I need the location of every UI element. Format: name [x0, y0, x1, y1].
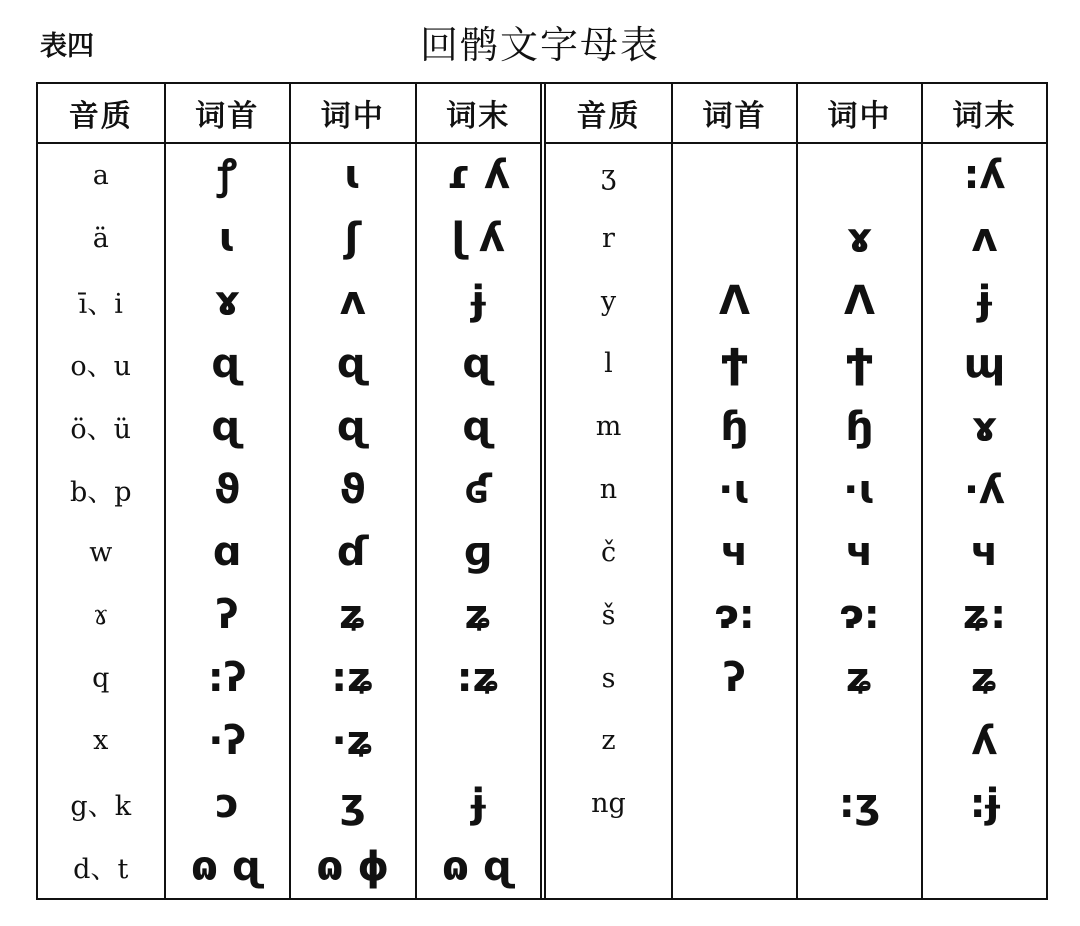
right-row-10-final-glyph: [921, 772, 1046, 835]
left-row-11-medial-glyph: [289, 835, 415, 898]
left-row-1-sound: ä: [92, 222, 109, 254]
uyghur-letter-glyph: ɋ: [336, 340, 369, 387]
right-row-10-initial-glyph: [671, 772, 796, 835]
right-row-3-final-glyph: [921, 332, 1046, 395]
right-row-9-final-glyph: [921, 709, 1046, 772]
uyghur-letter-glyph: ʑ: [464, 592, 492, 639]
uyghur-letter-glyph: ɭ ʎ: [451, 215, 506, 262]
right-row-6-medial-glyph: [796, 521, 921, 584]
uyghur-letter-glyph: :ʒ: [838, 780, 881, 827]
right-row-6-final-glyph: [921, 521, 1046, 584]
uyghur-letter-glyph: :ɉ: [969, 780, 1000, 827]
right-row-5-medial-glyph: [796, 458, 921, 521]
right-row-4-initial-glyph: [671, 395, 796, 458]
column-header-sound: 音质: [38, 84, 164, 144]
uyghur-letter-glyph: ʒ: [339, 780, 366, 827]
left-row-9-medial-glyph: [289, 709, 415, 772]
uyghur-letter-glyph: ʎ: [971, 717, 998, 764]
left-row-5-sound: b、p: [69, 477, 132, 509]
uyghur-letter-glyph: ʑ: [970, 655, 999, 702]
left-row-2-final-glyph: [415, 270, 541, 333]
uyghur-letter-glyph: Ʌ: [719, 278, 750, 325]
left-row-4-initial-glyph: [164, 395, 290, 458]
right-row-6-sound: č: [600, 536, 617, 568]
right-row-1-medial-glyph: [796, 207, 921, 270]
uyghur-letter-glyph: ɾ ʎ: [446, 152, 511, 199]
right-row-10-sound: ng: [591, 788, 626, 820]
left-row-0-medial-glyph: [289, 144, 415, 207]
left-row-1-medial-glyph: [289, 207, 415, 270]
uyghur-letter-glyph: ϑ: [214, 466, 241, 513]
uyghur-letter-glyph: ч: [970, 529, 999, 576]
uyghur-letter-glyph: ·ʎ: [963, 466, 1006, 513]
uyghur-letter-glyph: ·ɩ: [718, 466, 751, 513]
uyghur-letter-glyph: ʔ: [723, 655, 746, 702]
uyghur-letter-glyph: ɔ: [215, 780, 240, 827]
uyghur-letter-glyph: Ʌ: [844, 278, 875, 325]
page-title: 回鹘文字母表: [419, 23, 660, 67]
uyghur-letter-glyph: ʑ: [339, 592, 367, 639]
table-left-half: [38, 84, 540, 898]
uyghur-letter-glyph: ɷ ɋ: [441, 843, 515, 890]
left-row-10-final-glyph: [415, 772, 541, 835]
left-row-5-final-glyph: [415, 458, 541, 521]
left-row-7-initial-glyph: [164, 584, 290, 647]
right-row-9-sound: z: [601, 725, 616, 757]
right-row-7-medial-glyph: [796, 584, 921, 647]
uyghur-letter-glyph: :ʎ: [963, 152, 1006, 199]
right-row-4-medial-glyph: [796, 395, 921, 458]
left-row-3-sound: o、u: [70, 351, 132, 383]
left-row-6-sound: w: [89, 536, 113, 568]
right-row-2-initial-glyph: [671, 270, 796, 333]
left-row-6-initial-glyph: [164, 521, 290, 584]
uyghur-letter-glyph: ɉ: [977, 278, 992, 325]
column-header-initial: 词首: [164, 84, 290, 144]
uyghur-letter-glyph: ʔ: [215, 592, 239, 639]
column-header-medial: 词中: [796, 84, 921, 144]
uyghur-letter-glyph: ɋ: [211, 403, 244, 450]
uyghur-letter-glyph: ɉ: [471, 278, 486, 325]
left-row-4-final-glyph: [415, 395, 541, 458]
uyghur-letter-glyph: ʛ: [464, 466, 492, 513]
uyghur-letter-glyph: ϑ: [339, 466, 366, 513]
uyghur-letter-glyph: ɋ: [211, 340, 244, 387]
uyghur-letter-glyph: ɋ: [336, 403, 369, 450]
right-row-1-initial-glyph: [671, 207, 796, 270]
right-row-5-initial-glyph: [671, 458, 796, 521]
column-header-initial: 词首: [671, 84, 796, 144]
right-row-11-final-glyph: [921, 835, 1046, 898]
right-row-3-sound: l: [604, 348, 613, 380]
right-row-11-medial-glyph: [796, 835, 921, 898]
right-row-8-medial-glyph: [796, 647, 921, 710]
left-row-8-initial-glyph: [164, 647, 290, 710]
right-row-6-initial-glyph: [671, 521, 796, 584]
right-row-0-sound: ʒ: [600, 159, 617, 191]
uyghur-letter-glyph: ·ɩ: [843, 466, 876, 513]
left-row-2-medial-glyph: [289, 270, 415, 333]
column-header-final: 词末: [921, 84, 1046, 144]
right-row-4-final-glyph: [921, 395, 1046, 458]
uyghur-letter-glyph: Ϯ: [845, 340, 874, 387]
uyghur-letter-glyph: ꝭ: [217, 152, 237, 199]
uyghur-letter-glyph: ɂ:: [839, 592, 880, 639]
left-row-5-medial-glyph: [289, 458, 415, 521]
right-row-8-sound: s: [601, 662, 616, 694]
uyghur-letter-glyph: :ʔ: [207, 655, 247, 702]
left-row-6-final-glyph: [415, 521, 541, 584]
uyghur-letter-glyph: ɂ:: [714, 592, 755, 639]
left-row-4-medial-glyph: [289, 395, 415, 458]
uyghur-letter-glyph: ɷ ɸ: [316, 843, 390, 890]
uyghur-letter-glyph: ʌ: [971, 215, 998, 262]
uyghur-letter-glyph: ɩ: [343, 152, 362, 199]
right-row-0-final-glyph: [921, 144, 1046, 207]
uyghur-letter-glyph: ·ʔ: [208, 717, 247, 764]
right-row-8-final-glyph: [921, 647, 1046, 710]
uyghur-letter-glyph: ɋ: [462, 403, 495, 450]
right-row-10-medial-glyph: [796, 772, 921, 835]
right-row-9-medial-glyph: [796, 709, 921, 772]
left-row-10-initial-glyph: [164, 772, 290, 835]
left-row-9-final-glyph: [415, 709, 541, 772]
left-row-10-medial-glyph: [289, 772, 415, 835]
right-row-0-initial-glyph: [671, 144, 796, 207]
right-row-9-initial-glyph: [671, 709, 796, 772]
uyghur-letter-glyph: ʌ: [339, 278, 366, 325]
uyghur-letter-glyph: ɑ: [212, 529, 242, 576]
table-right-half: [546, 84, 1046, 898]
uyghur-letter-glyph: ɰ: [963, 340, 1006, 387]
uyghur-letter-glyph: :ʑ: [456, 655, 500, 702]
left-row-11-final-glyph: [415, 835, 541, 898]
left-row-4-sound: ö、ü: [70, 414, 132, 446]
column-header-sound: 音质: [546, 84, 671, 144]
uyghur-letter-glyph: :ʑ: [331, 655, 375, 702]
table-label: 表四: [40, 31, 94, 62]
uyghur-letter-glyph: ɧ: [720, 403, 749, 450]
right-row-2-medial-glyph: [796, 270, 921, 333]
uyghur-letter-glyph: ʃ: [344, 215, 362, 262]
left-row-2-initial-glyph: [164, 270, 290, 333]
left-row-1-initial-glyph: [164, 207, 290, 270]
uyghur-letter-glyph: ч: [720, 529, 749, 576]
left-row-3-final-glyph: [415, 332, 541, 395]
uyghur-letter-glyph: ɉ: [471, 780, 486, 827]
right-row-5-final-glyph: [921, 458, 1046, 521]
left-row-5-initial-glyph: [164, 458, 290, 521]
left-row-10-sound: g、k: [70, 791, 132, 823]
uyghur-letter-glyph: ʑ: [845, 655, 874, 702]
right-row-7-final-glyph: [921, 584, 1046, 647]
alphabet-table: [36, 82, 1048, 900]
uyghur-letter-glyph: ɋ: [462, 340, 495, 387]
left-row-8-sound: q: [92, 662, 110, 694]
uyghur-letter-glyph: ɗ: [336, 529, 369, 576]
uyghur-letter-glyph: ɩ: [218, 215, 237, 262]
left-row-0-sound: a: [92, 159, 109, 191]
right-row-0-medial-glyph: [796, 144, 921, 207]
left-row-6-medial-glyph: [289, 521, 415, 584]
uyghur-letter-glyph: ч: [845, 529, 874, 576]
uyghur-letter-glyph: ʑ:: [962, 592, 1007, 639]
left-row-0-final-glyph: [415, 144, 541, 207]
left-row-1-final-glyph: [415, 207, 541, 270]
uyghur-letter-glyph: ɤ: [214, 278, 240, 325]
right-row-3-medial-glyph: [796, 332, 921, 395]
uyghur-letter-glyph: ·ʑ: [331, 717, 375, 764]
left-row-7-sound: ɤ: [93, 599, 109, 631]
right-row-4-sound: m: [595, 411, 622, 443]
uyghur-letter-glyph: ɧ: [845, 403, 874, 450]
uyghur-letter-glyph: ɤ: [846, 215, 873, 262]
right-row-1-final-glyph: [921, 207, 1046, 270]
left-row-9-initial-glyph: [164, 709, 290, 772]
left-row-0-initial-glyph: [164, 144, 290, 207]
right-row-11-sound: [546, 835, 671, 898]
right-row-7-sound: š: [601, 599, 616, 631]
uyghur-letter-glyph: Ϯ: [720, 340, 749, 387]
right-row-1-sound: r: [602, 222, 615, 254]
left-row-7-final-glyph: [415, 584, 541, 647]
left-row-9-sound: x: [93, 725, 109, 757]
right-row-2-sound: y: [600, 285, 617, 317]
right-row-3-initial-glyph: [671, 332, 796, 395]
right-row-8-initial-glyph: [671, 647, 796, 710]
column-header-final: 词末: [415, 84, 541, 144]
right-row-2-final-glyph: [921, 270, 1046, 333]
left-row-7-medial-glyph: [289, 584, 415, 647]
left-row-8-medial-glyph: [289, 647, 415, 710]
left-row-3-medial-glyph: [289, 332, 415, 395]
left-row-3-initial-glyph: [164, 332, 290, 395]
right-row-11-initial-glyph: [671, 835, 796, 898]
left-row-2-sound: ī、i: [78, 288, 123, 320]
uyghur-letter-glyph: ɷ ɋ: [190, 843, 264, 890]
uyghur-letter-glyph: ɡ: [463, 529, 493, 576]
right-row-7-initial-glyph: [671, 584, 796, 647]
left-row-11-sound: d、t: [73, 854, 129, 886]
left-row-8-final-glyph: [415, 647, 541, 710]
uyghur-letter-glyph: ɤ: [971, 403, 998, 450]
right-row-5-sound: n: [599, 474, 618, 506]
column-header-medial: 词中: [289, 84, 415, 144]
left-row-11-initial-glyph: [164, 835, 290, 898]
